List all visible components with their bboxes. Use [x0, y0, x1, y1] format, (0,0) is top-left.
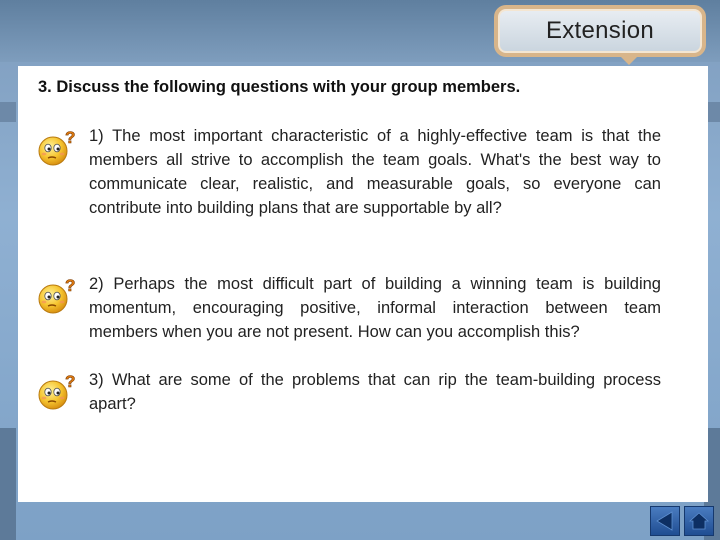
slide-heading: 3. Discuss the following questions with your group members.	[38, 78, 521, 96]
question-text: 3) What are some of the problems that can rip the team-building process apart?	[89, 371, 661, 413]
back-arrow-icon	[654, 510, 676, 532]
tab-pointer	[620, 56, 638, 65]
back-button[interactable]	[650, 506, 680, 536]
question-text: 2) Perhaps the most difficult part of building a winning team is building momentum, encouraging positive, informal interaction between team members when you are not present. How can you accomplish this?	[89, 275, 661, 341]
left-accent-strip	[0, 102, 16, 122]
home-icon	[688, 510, 710, 532]
extension-tab	[494, 5, 706, 57]
svg-text:?: ?	[65, 276, 76, 295]
content-card	[18, 66, 708, 502]
left-bottom-strip	[0, 428, 16, 540]
svg-text:?: ?	[65, 128, 76, 147]
svg-text:?: ?	[65, 372, 76, 391]
thinking-face-icon	[36, 372, 78, 412]
thinking-face-icon	[36, 128, 78, 168]
question-text: 1) The most important characteristic of a highly-effective team is that the members all strive to accomplish the team goals. What's the best way to communicate clear, realistic, and measurable goals, so everyone can contribute into building plans that are supportable by all?	[89, 127, 661, 217]
home-button[interactable]	[684, 506, 714, 536]
extension-tab-label: Extension	[545, 17, 655, 44]
thinking-face-icon	[36, 276, 78, 316]
